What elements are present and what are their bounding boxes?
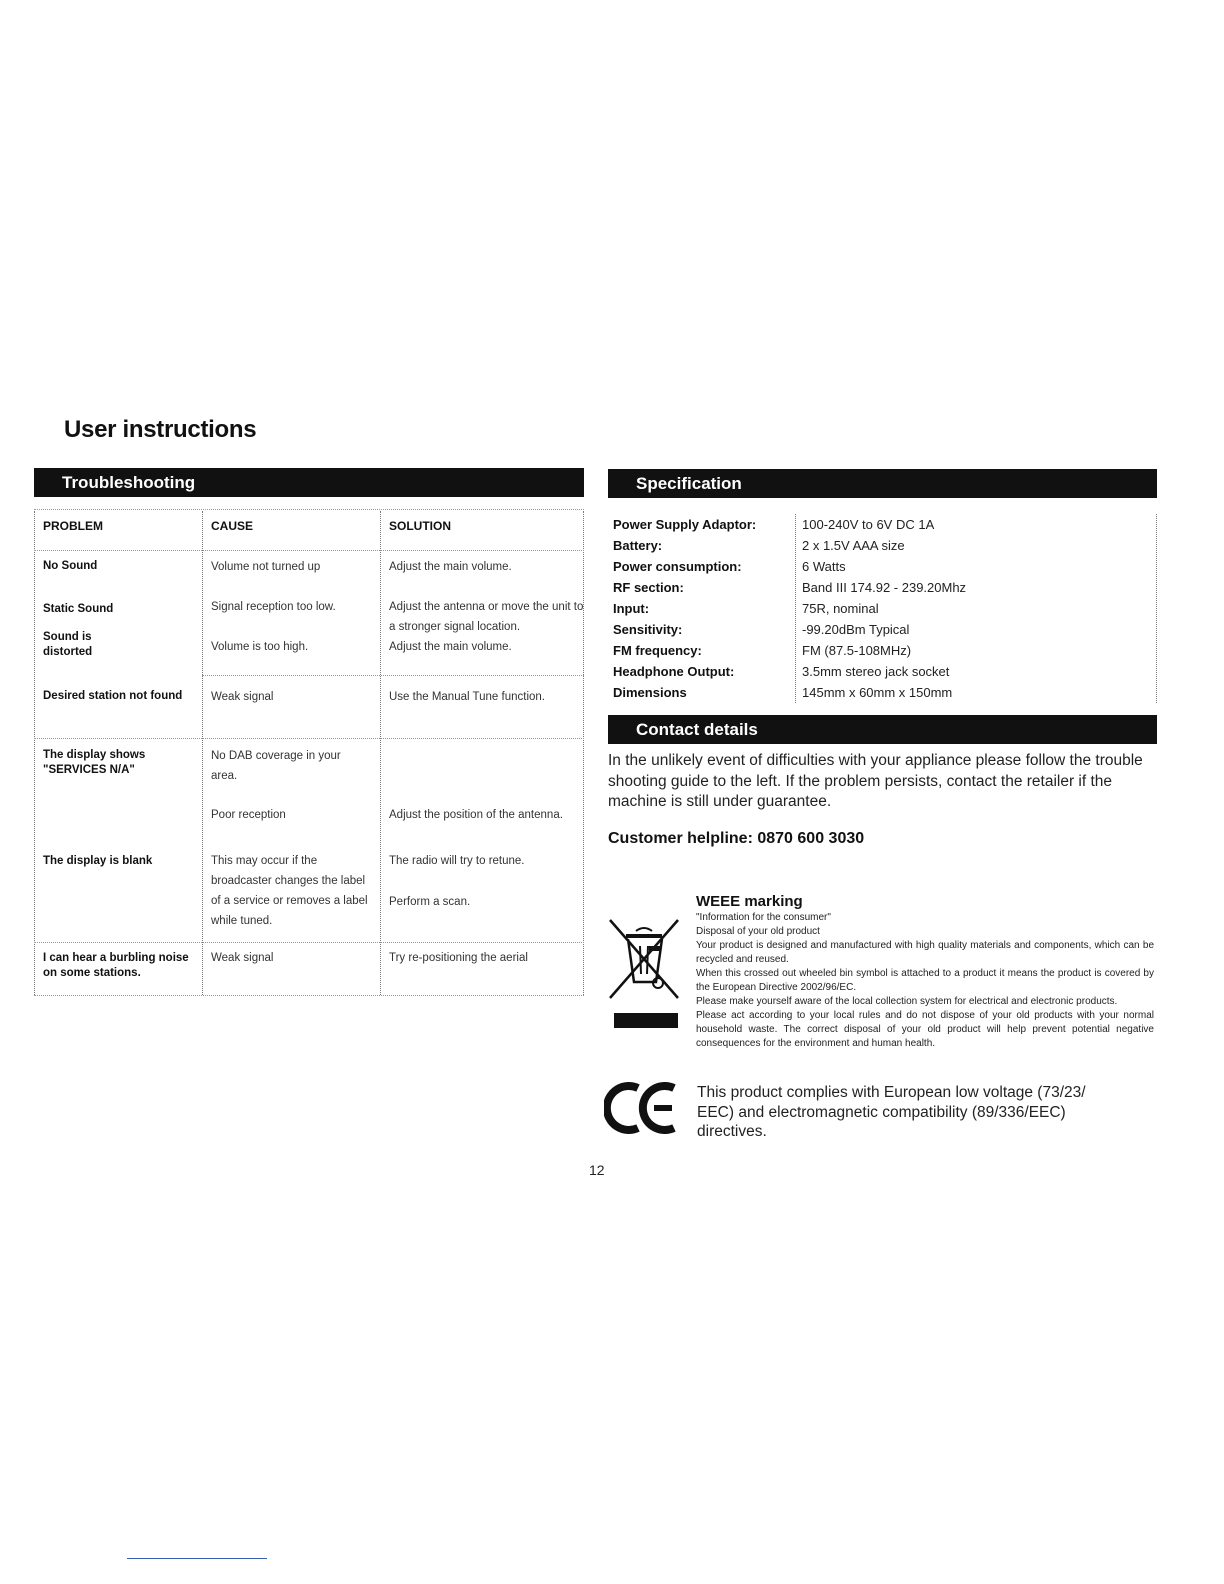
- crossed-out-wheeled-bin-icon: [608, 916, 680, 1000]
- spec-value: 6 Watts: [802, 559, 846, 574]
- table-divider: [202, 675, 584, 676]
- cause-cell: This may occur if the broadcaster changes the label of a service or removes a label while tuned.: [211, 855, 368, 927]
- problem-cell: Static Sound: [43, 603, 114, 615]
- spec-row: [608, 514, 1157, 535]
- ce-mark-icon: [604, 1080, 678, 1136]
- specification-heading: Specification: [608, 469, 1157, 498]
- spec-row: [608, 661, 1157, 682]
- spec-label: RF section:: [613, 580, 684, 595]
- helpline-number: 0870 600 3030: [757, 830, 865, 847]
- spec-value: Band III 174.92 - 239.20Mhz: [802, 580, 967, 595]
- contact-text: In the unlikely event of difficulties with your appliance please follow the trouble shooting guide to the left. If the problem persists, contact the retailer if the machine is still under guarantee.: [608, 752, 1143, 810]
- spec-label: Headphone Output:: [613, 664, 735, 679]
- cause-cell: Poor reception: [211, 809, 286, 821]
- spec-label: Power Supply Adaptor:: [613, 517, 757, 532]
- customer-helpline: [608, 830, 864, 848]
- problem-cell: Sound is distorted: [43, 631, 93, 658]
- page-title: User instructions: [64, 416, 257, 443]
- weee-paragraph: When this crossed out wheeled bin symbol is attached to a product it means the product is covered by the European Directive 2002/96/EC.: [696, 968, 1154, 993]
- ce-compliance-text: This product complies with European low voltage (73/23/ EEC) and electromagnetic compatibility (89/336/EEC) directives.: [697, 1084, 1086, 1140]
- solution-cell: Perform a scan.: [389, 896, 471, 908]
- contact-heading: Contact details: [608, 715, 1157, 744]
- spec-row: [608, 682, 1157, 703]
- table-divider: [34, 995, 584, 996]
- spec-label: FM frequency:: [613, 643, 702, 658]
- troubleshooting-heading: Troubleshooting: [34, 468, 584, 497]
- black-bar-mark: [614, 1013, 678, 1028]
- weee-paragraph: Your product is designed and manufactured with high quality materials and components, which can be recycled and reused.: [696, 940, 1154, 965]
- column-header-cause: CAUSE: [211, 519, 254, 533]
- cause-cell: Volume is too high.: [211, 641, 309, 653]
- table-divider: [34, 550, 584, 551]
- spec-value: 145mm x 60mm x 150mm: [802, 685, 953, 700]
- spec-value: FM (87.5-108MHz): [802, 643, 912, 658]
- spec-row: [608, 535, 1157, 556]
- spec-row: [608, 619, 1157, 640]
- page-number: 12: [589, 1162, 605, 1178]
- spec-value: 100-240V to 6V DC 1A: [802, 517, 935, 532]
- cause-cell: Volume not turned up: [211, 561, 321, 573]
- spec-row: [608, 640, 1157, 661]
- weee-paragraph: Please make yourself aware of the local collection system for electrical and electronic products.: [696, 996, 1118, 1007]
- spec-label: Sensitivity:: [613, 622, 683, 637]
- table-divider: [34, 511, 35, 995]
- weee-paragraph: Please act according to your local rules and do not dispose of your old products with your normal household waste. The correct disposal of your old product will help prevent potential negative consequences for the environment and human health.: [696, 1010, 1154, 1049]
- cause-cell: No DAB coverage in your area.: [211, 750, 341, 782]
- table-divider: [583, 511, 584, 995]
- spec-value: 3.5mm stereo jack socket: [802, 664, 950, 679]
- table-divider: [34, 509, 584, 510]
- weee-title: WEEE marking: [696, 893, 803, 910]
- cause-cell: Signal reception too low.: [211, 601, 336, 613]
- table-divider: [380, 511, 381, 995]
- table-divider: [34, 942, 584, 943]
- problem-cell: Desired station not found: [43, 690, 183, 702]
- table-divider: [202, 511, 203, 995]
- spec-row: [608, 577, 1157, 598]
- column-header-problem: PROBLEM: [43, 519, 103, 533]
- spec-label: Input:: [613, 601, 650, 616]
- spec-row: [608, 556, 1157, 577]
- spec-row: [608, 598, 1157, 619]
- cause-cell: Weak signal: [211, 952, 274, 964]
- solution-cell: Adjust the position of the antenna.: [389, 809, 563, 821]
- spec-label: Power consumption:: [613, 559, 742, 574]
- cause-cell: Weak signal: [211, 691, 274, 703]
- solution-cell: Try re-positioning the aerial: [389, 952, 528, 964]
- weee-line: "Information for the consumer": [696, 912, 831, 923]
- spec-label: Dimensions: [613, 685, 687, 700]
- spec-value: 75R, nominal: [802, 601, 879, 616]
- spec-value: -99.20dBm Typical: [802, 622, 910, 637]
- solution-cell: Adjust the main volume.: [389, 641, 512, 653]
- solution-cell: Adjust the antenna or move the unit to a stronger signal location.: [389, 601, 584, 633]
- helpline-label: Customer helpline:: [608, 830, 753, 847]
- weee-line: Disposal of your old product: [696, 926, 820, 937]
- spec-value: 2 x 1.5V AAA size: [802, 538, 905, 553]
- weee-text: [696, 911, 1154, 1051]
- problem-cell: I can hear a burbling noise on some stations.: [43, 952, 189, 979]
- table-divider: [34, 738, 584, 739]
- problem-cell: The display is blank: [43, 855, 153, 867]
- problem-cell: No Sound: [43, 560, 98, 572]
- solution-cell: Use the Manual Tune function.: [389, 691, 545, 703]
- solution-cell: Adjust the main volume.: [389, 561, 512, 573]
- footer-rule: [127, 1558, 267, 1559]
- column-header-solution: SOLUTION: [389, 519, 451, 533]
- solution-cell: The radio will try to retune.: [389, 855, 525, 867]
- spec-label: Battery:: [613, 538, 663, 553]
- problem-cell: The display shows "SERVICES N/A": [43, 749, 146, 776]
